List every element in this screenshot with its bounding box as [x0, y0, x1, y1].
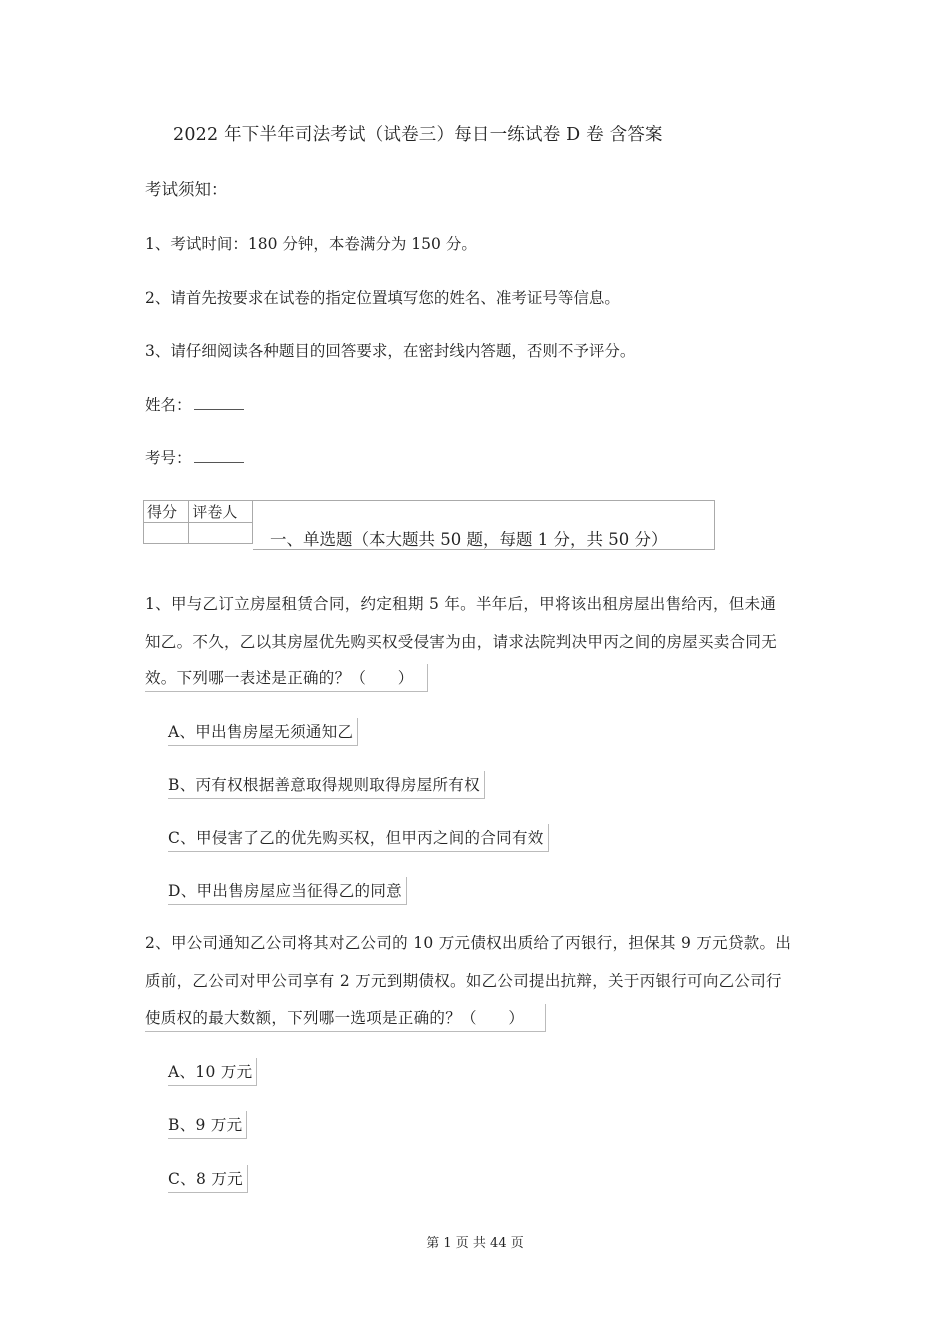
name-blank[interactable]: [194, 395, 244, 410]
question-line: 使质权的最大数额，下列哪一选项是正确的？（ ）: [145, 1004, 546, 1032]
notice-item: 2、请首先按要求在试卷的指定位置填写您的姓名、准考证号等信息。: [145, 289, 620, 307]
grader-cell[interactable]: [189, 523, 253, 544]
name-field: [145, 393, 244, 415]
option-item[interactable]: C、甲侵害了乙的优先购买权，但甲丙之间的合同有效: [168, 824, 549, 852]
score-header: 得分: [144, 501, 189, 523]
score-cell[interactable]: [144, 523, 189, 544]
option-item[interactable]: A、10 万元: [168, 1058, 257, 1086]
question-line: 知乙。不久，乙以其房屋优先购买权受侵害为由，请求法院判决甲丙之间的房屋买卖合同无: [145, 633, 778, 651]
notice-item: 1、考试时间：180 分钟，本卷满分为 150 分。: [145, 235, 477, 253]
notice-item: 3、请仔细阅读各种题目的回答要求，在密封线内答题，否则不予评分。: [145, 342, 636, 360]
id-label: 考号：: [145, 449, 192, 467]
option-item[interactable]: C、8 万元: [168, 1165, 248, 1193]
option-item[interactable]: A、甲出售房屋无须通知乙: [168, 718, 358, 746]
notice-heading: 考试须知：: [145, 180, 228, 199]
question-line: 质前，乙公司对甲公司享有 2 万元到期债权。如乙公司提出抗辩，关于丙银行可向乙公司行: [145, 972, 782, 990]
question-line: 1、甲与乙订立房屋租赁合同，约定租期 5 年。半年后，甲将该出租房屋出售给丙，但未通: [145, 595, 777, 613]
grader-header: 评卷人: [189, 501, 253, 523]
question-line: 2、甲公司通知乙公司将其对乙公司的 10 万元债权出质给了丙银行，担保其 9 万元贷款。出: [145, 934, 792, 952]
section-title: 一、单选题（本大题共 50 题，每题 1 分，共 50 分）: [270, 530, 668, 549]
option-item[interactable]: B、9 万元: [168, 1111, 247, 1139]
option-item[interactable]: B、丙有权根据善意取得规则取得房屋所有权: [168, 771, 485, 799]
document-title: 2022 年下半年司法考试（试卷三）每日一练试卷 D 卷 含答案: [173, 125, 663, 145]
question-line: 效。下列哪一表述是正确的？（ ）: [145, 664, 428, 692]
id-blank[interactable]: [194, 448, 244, 463]
id-field: [145, 446, 244, 468]
page-footer: 第 1 页 共 44 页: [426, 1236, 524, 1251]
option-item[interactable]: D、甲出售房屋应当征得乙的同意: [168, 877, 407, 905]
name-label: 姓名：: [145, 396, 192, 414]
score-table: [143, 500, 253, 544]
